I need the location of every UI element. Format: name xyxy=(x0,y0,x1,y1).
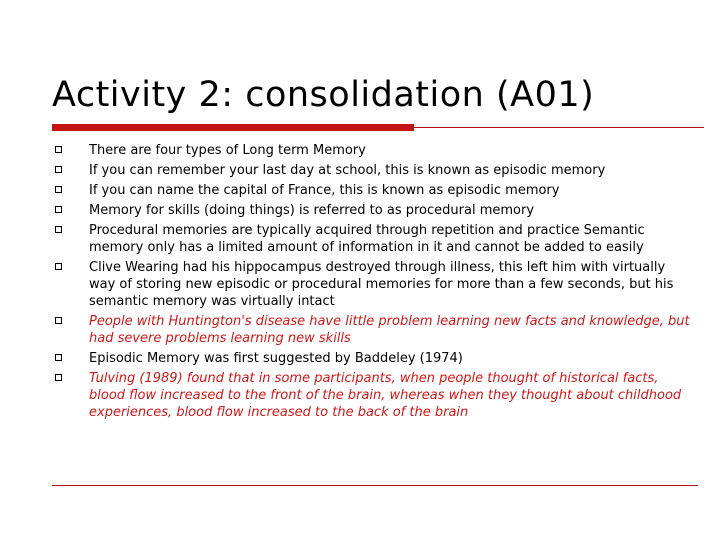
bullet-text: Clive Wearing had his hippocampus destroyed through illness, this left him with virtually way of storing new episodic or procedural memories for more than a few seconds, but his semantic memory was virtually intact xyxy=(89,260,674,309)
bullet-text: There are four types of Long term Memory xyxy=(89,143,366,158)
hollow-square-bullet-icon xyxy=(55,146,62,153)
bullet-text: Episodic Memory was first suggested by Baddeley (1974) xyxy=(89,351,463,366)
title-accent-bar xyxy=(52,124,414,131)
bullet-item xyxy=(52,350,692,367)
bullet-item xyxy=(52,370,692,421)
hollow-square-bullet-icon xyxy=(55,206,62,213)
bullet-text: Memory for skills (doing things) is referred to as procedural memory xyxy=(89,203,535,218)
bullet-item xyxy=(52,313,692,347)
hollow-square-bullet-icon xyxy=(55,263,62,270)
bullet-item xyxy=(52,202,692,219)
bullet-text: Tulving (1989) found that in some participants, when people thought of historical facts, blood flow increased to the front of the brain, whereas when they thought about childhood experiences, blood flow increased to the back of the brain xyxy=(89,371,682,420)
hollow-square-bullet-icon xyxy=(55,166,62,173)
bullet-text: Procedural memories are typically acquired through repetition and practice Semantic memory only has a limited amount of information in it and cannot be added to easily xyxy=(89,223,645,255)
hollow-square-bullet-icon xyxy=(55,226,62,233)
bullet-text: People with Huntington's disease have little problem learning new facts and knowledge, but had severe problems learning new skills xyxy=(89,314,690,346)
footer-divider xyxy=(52,485,698,486)
bullet-text: If you can name the capital of France, this is known as episodic memory xyxy=(89,183,560,198)
hollow-square-bullet-icon xyxy=(55,354,62,361)
bullet-text: If you can remember your last day at school, this is known as episodic memory xyxy=(89,163,606,178)
hollow-square-bullet-icon xyxy=(55,317,62,324)
bullet-item xyxy=(52,182,692,199)
bullet-item xyxy=(52,162,692,179)
bullet-list xyxy=(52,142,692,421)
bullet-item xyxy=(52,259,692,310)
hollow-square-bullet-icon xyxy=(55,186,62,193)
bullet-item xyxy=(52,142,692,159)
bullet-item xyxy=(52,222,692,256)
slide-title: Activity 2: consolidation (A01) xyxy=(52,75,595,115)
hollow-square-bullet-icon xyxy=(55,374,62,381)
